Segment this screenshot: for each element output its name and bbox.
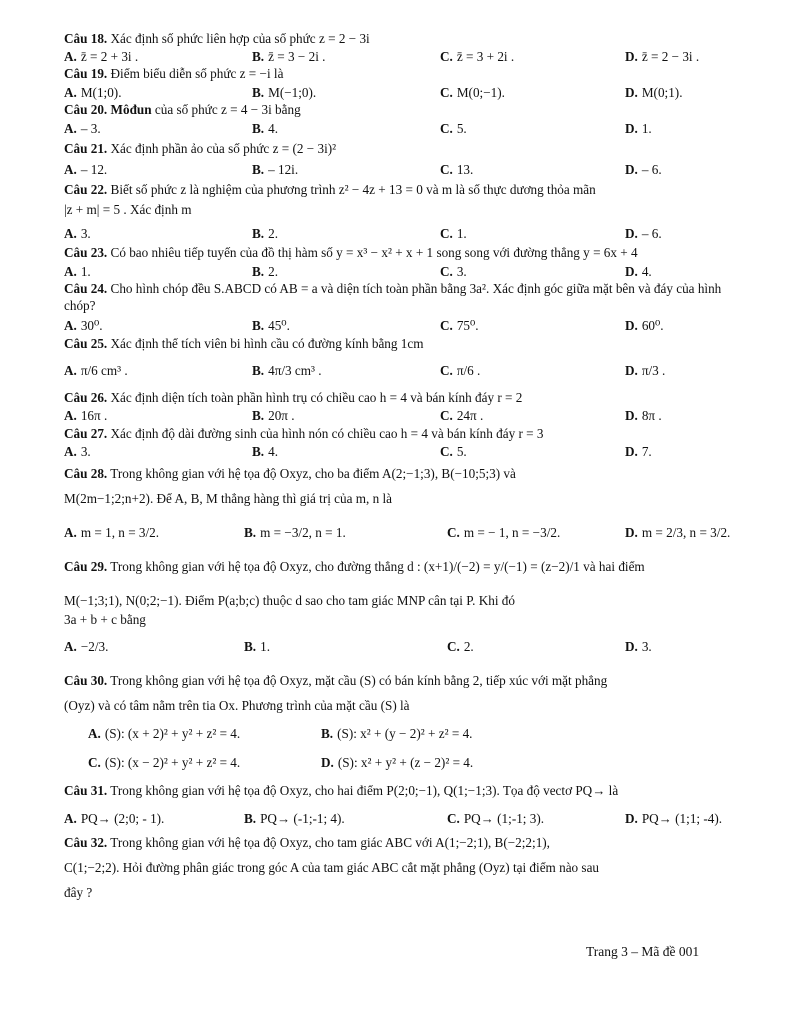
option-c: C. (S): (x − 2)² + y² + z² = 4. <box>88 755 241 770</box>
question-text: Trong không gian với hệ tọa độ Oxyz, cho ba điểm A(2;−1;3), B(−10;5;3) và <box>110 466 516 481</box>
page-footer: Trang 3 – Mã đề 001 <box>586 944 700 959</box>
question-text: Trong không gian với hệ tọa độ Oxyz, mặt cầu (S) có bán kính bằng 2, tiếp xúc với mặt phẳng <box>110 673 608 688</box>
option-b: B. m = −3/2, n = 1. <box>244 525 346 540</box>
option-c: C. 3. <box>440 264 467 279</box>
question-label: Câu 19. <box>64 66 108 81</box>
option-c: C. PQ→ (1;-1; 3). <box>447 811 545 826</box>
option-a: A. 3. <box>64 226 91 241</box>
options-26 <box>64 407 736 424</box>
option-d: D. M(0;1). <box>625 85 683 100</box>
question-text: Xác định số phức liên hợp của số phức z = 2 − 3i <box>110 31 370 46</box>
option-d: D. π/3 . <box>625 363 666 378</box>
option-b: B. 4π/3 cm³ . <box>252 363 322 378</box>
question-text: Xác định diện tích toàn phần hình trụ có chiều cao h = 4 và bán kính đáy r = 2 <box>110 390 523 405</box>
option-d: D. 8π . <box>625 408 662 423</box>
option-b: B. PQ→ (-1;-1; 4). <box>244 811 345 826</box>
question-30-line2 <box>64 697 736 714</box>
option-a: A. M(1;0). <box>64 85 122 100</box>
options-25 <box>64 362 736 379</box>
question-label: Câu 23. <box>64 245 108 260</box>
option-a: A. 16π . <box>64 408 108 423</box>
options-22 <box>64 225 736 242</box>
question-text: Trong không gian với hệ tọa độ Oxyz, cho hai điểm P(2;0;−1), Q(1;−1;3). Tọa độ vectơ PQ→ là <box>110 783 619 798</box>
question-label: Câu 24. <box>64 281 108 296</box>
question-text: Có bao nhiêu tiếp tuyến của đồ thị hàm số y = x³ − x² + x + 1 song song với đường thẳng y = 6x + 4 <box>110 245 638 260</box>
question-29-line2 <box>64 592 736 609</box>
option-c: C. 2. <box>447 639 474 654</box>
option-d: D. 4. <box>625 264 652 279</box>
question-label: Câu 22. <box>64 182 108 197</box>
question-label: Câu 26. <box>64 390 108 405</box>
option-b: B. (S): x² + (y − 2)² + z² = 4. <box>321 726 473 741</box>
option-a: A. 3. <box>64 444 91 459</box>
options-18 <box>64 48 736 65</box>
option-c: C. 13. <box>440 162 474 177</box>
question-26 <box>64 389 736 406</box>
options-21 <box>64 161 736 178</box>
options-23 <box>64 263 736 280</box>
question-text-cont: C(1;−2;2). Hỏi đường phân giác trong góc A của tam giác ABC cắt mặt phẳng (Oyz) tại điểm nào sau <box>64 860 600 875</box>
question-text-cont: M(2m−1;2;n+2). Để A, B, M thẳng hàng thì giá trị của m, n là <box>64 491 393 506</box>
question-text-cont2: đây ? <box>64 885 93 900</box>
question-32-line2 <box>64 859 736 876</box>
question-23 <box>64 244 736 261</box>
question-text: Xác định độ dài đường sinh của hình nón có chiều cao h = 4 và bán kính đáy r = 3 <box>110 426 544 441</box>
question-text: Trong không gian với hệ tọa độ Oxyz, cho tam giác ABC với A(1;−2;1), B(−2;2;1), <box>110 835 550 850</box>
question-label: Câu 18. <box>64 31 108 46</box>
question-text: Trong không gian với hệ tọa độ Oxyz, cho đường thẳng d : (x+1)/(−2) = y/(−1) = (z−2)/1 và hai điểm <box>110 559 645 574</box>
question-text: Cho hình chóp đều S.ABCD có AB = a và diện tích toàn phần bằng 3a². Xác định góc giữa mặt bên và đáy của hình chóp? <box>64 281 722 313</box>
option-b: B. 4. <box>252 121 278 136</box>
option-b: B. 20π . <box>252 408 295 423</box>
question-label: Câu 29. <box>64 559 108 574</box>
question-text: Xác định phần ảo của số phức z = (2 − 3i)² <box>110 141 337 156</box>
question-text: của số phức z = 4 − 3i bằng <box>154 102 301 117</box>
option-a: A. −2/3. <box>64 639 109 654</box>
option-d: D. PQ→ (1;1; -4). <box>625 811 723 826</box>
option-d: D. 60⁰. <box>625 318 664 333</box>
question-label: Câu 30. <box>64 673 108 688</box>
option-c: C. 5. <box>440 121 467 136</box>
question-31 <box>64 782 736 799</box>
question-label: Câu 27. <box>64 426 108 441</box>
question-29-line3 <box>64 611 736 628</box>
options-19 <box>64 84 736 101</box>
question-text: Biết số phức z là nghiệm của phương trình z² − 4z + 13 = 0 và m là số thực dương thỏa mãn <box>110 182 596 197</box>
question-text: Điểm biểu diễn số phức z = −i là <box>110 66 284 81</box>
option-b: B. M(−1;0). <box>252 85 317 100</box>
question-label: Câu 20. <box>64 102 108 117</box>
question-25 <box>64 335 736 352</box>
option-d: D. (S): x² + y² + (z − 2)² = 4. <box>321 755 474 770</box>
question-21 <box>64 140 736 157</box>
option-c: C. 75⁰. <box>440 318 479 333</box>
option-c: C. z̄ = 3 + 2i . <box>440 49 515 64</box>
option-b: B. 1. <box>244 639 270 654</box>
question-text-cont2: 3a + b + c bằng <box>64 612 146 627</box>
question-text-cont: |z + m| = 5 . Xác định m <box>64 202 192 217</box>
question-22 <box>64 181 736 198</box>
question-28-line2 <box>64 490 736 507</box>
option-b: B. – 12i. <box>252 162 299 177</box>
option-b: B. 2. <box>252 264 278 279</box>
question-text-cont: (Oyz) và có tâm nằm trên tia Ox. Phương trình của mặt cầu (S) là <box>64 698 410 713</box>
option-d: D. – 6. <box>625 226 662 241</box>
option-c: C. 5. <box>440 444 467 459</box>
option-c: C. 1. <box>440 226 467 241</box>
question-label: Câu 28. <box>64 466 108 481</box>
question-27 <box>64 425 736 442</box>
question-28 <box>64 465 736 482</box>
question-22-line2 <box>64 201 736 218</box>
option-d: D. 7. <box>625 444 652 459</box>
option-a: A. PQ→ (2;0; - 1). <box>64 811 165 826</box>
options-27 <box>64 443 736 460</box>
option-d: D. – 6. <box>625 162 662 177</box>
options-24 <box>64 317 736 334</box>
question-32 <box>64 834 736 851</box>
option-a: A. π/6 cm³ . <box>64 363 128 378</box>
option-b: B. z̄ = 3 − 2i . <box>252 49 326 64</box>
question-label: Câu 25. <box>64 336 108 351</box>
option-d: D. m = 2/3, n = 3/2. <box>625 525 731 540</box>
question-32-line3 <box>64 884 736 901</box>
options-30-cd <box>64 754 736 771</box>
options-30-ab <box>64 725 736 742</box>
question-label: Câu 31. <box>64 783 108 798</box>
question-label: Câu 21. <box>64 141 108 156</box>
option-d: D. z̄ = 2 − 3i . <box>625 49 700 64</box>
option-c: C. M(0;−1). <box>440 85 505 100</box>
options-29 <box>64 638 736 655</box>
option-b: B. 2. <box>252 226 278 241</box>
option-a: A. 30⁰. <box>64 318 103 333</box>
question-24 <box>64 280 736 314</box>
option-a: A. – 12. <box>64 162 108 177</box>
question-29 <box>64 558 736 575</box>
question-19 <box>64 65 736 82</box>
option-b: B. 4. <box>252 444 278 459</box>
options-28 <box>64 524 736 541</box>
question-bold-term: Môđun <box>110 102 152 117</box>
option-a: A. 1. <box>64 264 91 279</box>
question-text: Xác định thể tích viên bi hình cầu có đường kính bằng 1cm <box>110 336 424 351</box>
option-d: D. 3. <box>625 639 652 654</box>
question-18 <box>64 30 736 47</box>
question-label: Câu 32. <box>64 835 108 850</box>
option-b: B. 45⁰. <box>252 318 290 333</box>
question-20 <box>64 101 736 118</box>
question-text-cont: M(−1;3;1), N(0;2;−1). Điểm P(a;b;c) thuộc d sao cho tam giác MNP cân tại P. Khi đó <box>64 593 515 608</box>
option-a: A. m = 1, n = 3/2. <box>64 525 160 540</box>
options-31 <box>64 810 736 827</box>
option-a: A. z̄ = 2 + 3i . <box>64 49 139 64</box>
option-c: C. π/6 . <box>440 363 481 378</box>
option-c: C. 24π . <box>440 408 484 423</box>
question-30 <box>64 672 736 689</box>
option-d: D. 1. <box>625 121 652 136</box>
option-a: A. (S): (x + 2)² + y² + z² = 4. <box>88 726 241 741</box>
options-20 <box>64 120 736 137</box>
option-c: C. m = − 1, n = −3/2. <box>447 525 561 540</box>
option-a: A. – 3. <box>64 121 101 136</box>
